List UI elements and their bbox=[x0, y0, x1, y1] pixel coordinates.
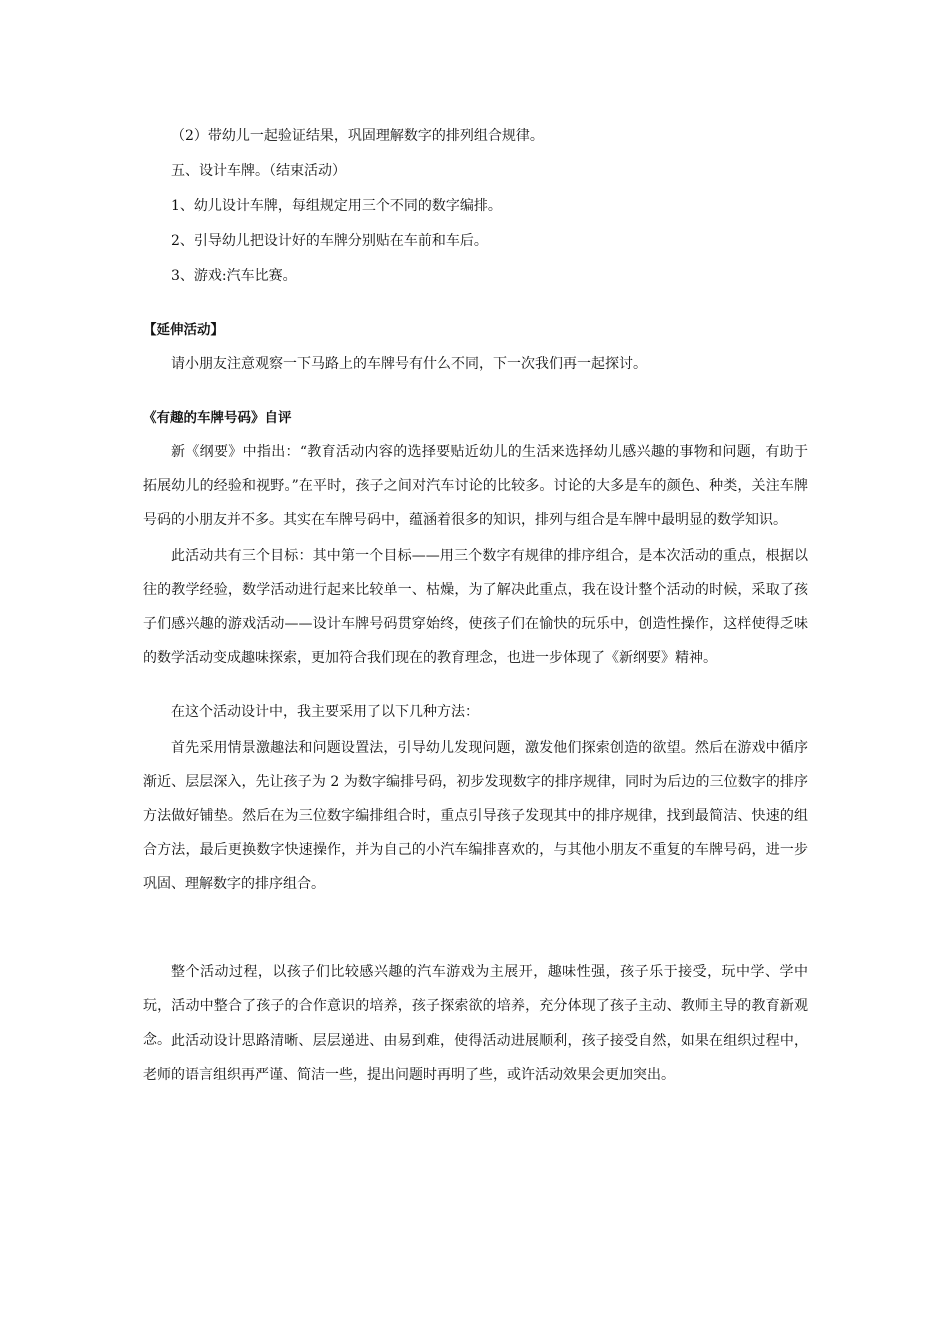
review-paragraph-6: 此活动设计思路清晰、层层递进、由易到难，使得活动进展顺利，孩子接受自然，如果在组织过程中，老师的语言组织再严谨、简洁一些，提出问题时再明了些，或许活动效果会更加突出。 bbox=[143, 1033, 808, 1083]
section-five-title: 五、设计车牌。（结束活动） bbox=[171, 163, 346, 179]
step-item-1: 1、幼儿设计车牌，每组规定用三个不同的数字编排。 bbox=[171, 198, 502, 214]
step-verify: （2）带幼儿一起验证结果，巩固理解数字的排列组合规律。 bbox=[171, 128, 544, 144]
step-item-2: 2、引导幼儿把设计好的车牌分别贴在车前和车后。 bbox=[171, 233, 488, 249]
review-paragraph-2: 此活动共有三个目标：其中第一个目标——用三个数字有规律的排序组合，是本次活动的重点，根据以往的教学经验，数学活动进行起来比较单一、枯燥，为了解决此重点，我在设计整个活动的时候，采取了孩子们感兴趣的游戏活动——设计车牌号码贯穿始终，使孩子们在愉快的玩乐中，创造性操作，这样使得乏味的数学活动变成趣味探索，更加符合我们现在的教育理念，也进一步体现了《新纲要》精神。 bbox=[143, 548, 808, 666]
step-item-3: 3、游戏:汽车比赛。 bbox=[171, 268, 297, 284]
review-paragraph-1: 新《纲要》中指出：“教育活动内容的选择要贴近幼儿的生活来选择幼儿感兴趣的事物和问题，有助于拓展幼儿的经验和视野。”在平时，孩子之间对汽车讨论的比较多。讨论的大多是车的颜色、种类，关注车牌号码的小朋友并不多。其实在车牌号码中，蕴涵着很多的知识，排列与组合是车牌中最明显的数学知识。 bbox=[143, 444, 808, 528]
review-paragraph-3: 在这个活动设计中，我主要采用了以下几种方法： bbox=[171, 704, 479, 720]
review-paragraph-4: 首先采用情景激趣法和问题设置法，引导幼儿发现问题，激发他们探索创造的欲望。然后在游戏中循序渐近、层层深入，先让孩子为 2 为数字编排号码，初步发现数字的排序规律，同时为后边的三位数字的排序方法做好铺垫。然后在为三位数字编排组合时，重点引导孩子发现其中的排序规律，找到最简洁、快速的组合方法，最后更换数字快速操作，并为自己的小汽车编排喜欢的，与其他小朋友不重复的车牌号码，进一步巩固、理解数字的排序组合。 bbox=[143, 740, 808, 892]
review-paragraph-5: 整个活动过程，以孩子们比较感兴趣的汽车游戏为主展开，趣味性强，孩子乐于接受，玩中学、学中玩，活动中整合了孩子的合作意识的培养，孩子探索欲的培养，充分体现了孩子主动、教师主导的教育新观念。 bbox=[143, 964, 808, 1048]
extension-heading: 【延伸活动】 bbox=[143, 322, 224, 338]
review-heading: 《有趣的车牌号码》自评 bbox=[143, 410, 292, 426]
extension-text: 请小朋友注意观察一下马路上的车牌号有什么不同，下一次我们再一起探讨。 bbox=[171, 356, 647, 372]
